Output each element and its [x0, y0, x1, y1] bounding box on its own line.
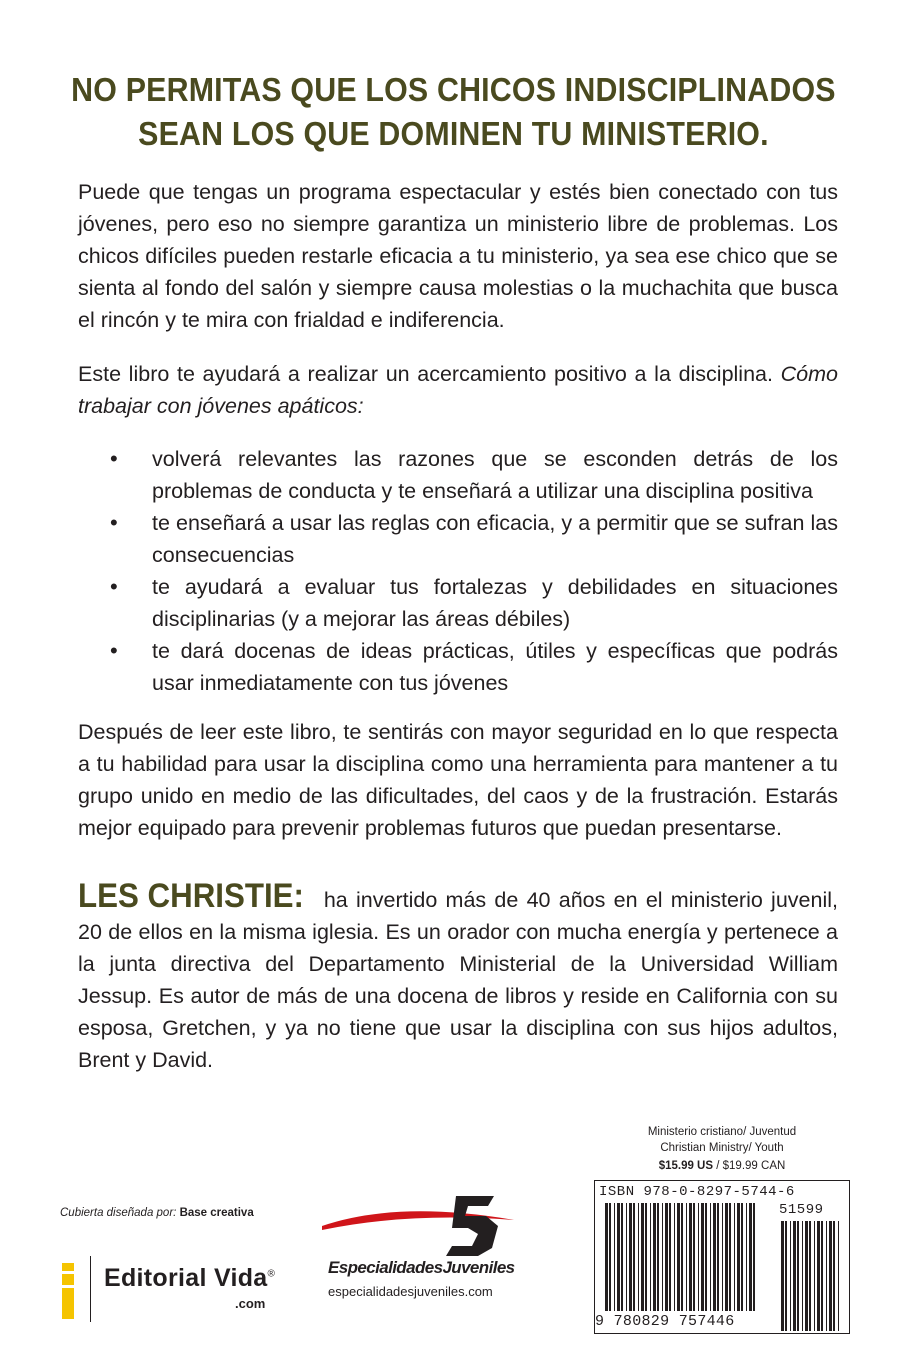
list-item [110, 571, 838, 635]
bullet-icon: • [110, 446, 118, 471]
price-addon-code: 51599 [779, 1202, 824, 1218]
author-name: LES CHRISTIE: [78, 877, 304, 915]
list-item [110, 507, 838, 571]
especialidades-juveniles-logo [318, 1190, 538, 1310]
isbn-text: ISBN 978-0-8297-5744-6 [599, 1184, 795, 1200]
publisher-name [104, 1264, 275, 1293]
category-english: Christian Ministry/ Youth [660, 1142, 784, 1154]
list-item [110, 635, 838, 699]
imprint-url: especialidadesjuveniles.com [328, 1284, 493, 1299]
editorial-vida-flame-icon [62, 1263, 74, 1319]
logo-divider [90, 1256, 91, 1322]
headline [36, 68, 870, 156]
bullet-icon: • [110, 510, 118, 535]
intro-paragraph: Puede que tengas un programa espectacular y estés bien conectado con tus jóvenes, pero eso no siempre garantiza un ministerio libre de problemas. Los chicos difíciles pueden restarle eficacia a tu ministerio, ya sea ese chico que se sienta al fondo del salón y siempre causa molestias o la muchachita que busca el rincón y te mira con frialdad e indiferencia. [78, 180, 838, 332]
cover-credit [60, 1207, 254, 1219]
headline-line-2: SEAN LOS QUE DOMINEN TU MINISTERIO. [138, 115, 769, 152]
publisher-name-text: Editorial Vida [104, 1264, 268, 1292]
list-item-text: te ayudará a evaluar tus fortalezas y debilidades en situaciones disciplinarias (y a mejorar las áreas débiles) [152, 575, 838, 631]
book-purpose-text: Este libro te ayudará a realizar un acercamiento positivo a la disciplina. [78, 362, 781, 386]
imprint-name: EspecialidadesJuveniles [328, 1258, 515, 1277]
category-spanish: Ministerio cristiano/ Juventud [647, 1126, 797, 1138]
ej-emblem-icon [318, 1190, 538, 1260]
author-bio-text: ha invertido más de 40 años en el ministerio juvenil, 20 de ellos en la misma iglesia. Es un orador con mucha energía y pertenece a la junta directiva del Departamento Ministerial de la Universidad William Jessup. Es autor de más de una docena de libros y reside en California con su esposa, Gretchen, y ya no tiene que usar la disciplina con sus hijos adultos, Brent y David. [78, 888, 838, 1072]
cover-credit-label: Cubierta diseñada por: [60, 1207, 177, 1219]
list-item-text: te dará docenas de ideas prácticas, útiles y específicas que podrás usar inmediatamente con tus jóvenes [152, 639, 838, 695]
book-purpose-paragraph [78, 358, 838, 422]
list-item [110, 443, 838, 507]
registered-mark: ® [267, 1268, 276, 1280]
conclusion-paragraph: Después de leer este libro, te sentirás con mayor seguridad en lo que respecta a tu habilidad para usar la disciplina como una herramienta para mantener a tu grupo unido en medio de las dificultades, del caos y de la frustración. Estarás mejor equipado para prevenir problemas futuros que puedan presentarse. [78, 720, 838, 840]
bullet-icon: • [110, 638, 118, 663]
price-can: $19.99 CAN [722, 1160, 786, 1172]
author-bio [78, 877, 838, 1076]
editorial-vida-logo [62, 1256, 312, 1326]
price-separator: / [713, 1160, 723, 1172]
bullet-icon: • [110, 574, 118, 599]
ean-number: 9 780829 757446 [595, 1313, 735, 1330]
publisher-domain: .com [235, 1296, 266, 1311]
barcode-block [594, 1124, 850, 1334]
price-us: $15.99 US [658, 1160, 714, 1172]
benefits-list [110, 443, 838, 699]
cover-designer: Base creativa [179, 1207, 254, 1219]
price-line [594, 1160, 850, 1172]
list-item-text: volverá relevantes las razones que se esconden detrás de los problemas de conducta y te enseñará a utilizar una disciplina positiva [152, 447, 838, 503]
book-title-italic: Cómo trabajar con jóvenes apáticos: [78, 362, 838, 418]
list-item-text: te enseñará a usar las reglas con eficacia, y a permitir que se sufran las consecuencias [152, 511, 838, 567]
barcode-box [594, 1180, 850, 1334]
headline-line-1: NO PERMITAS QUE LOS CHICOS INDISCIPLINADOS [71, 71, 836, 108]
